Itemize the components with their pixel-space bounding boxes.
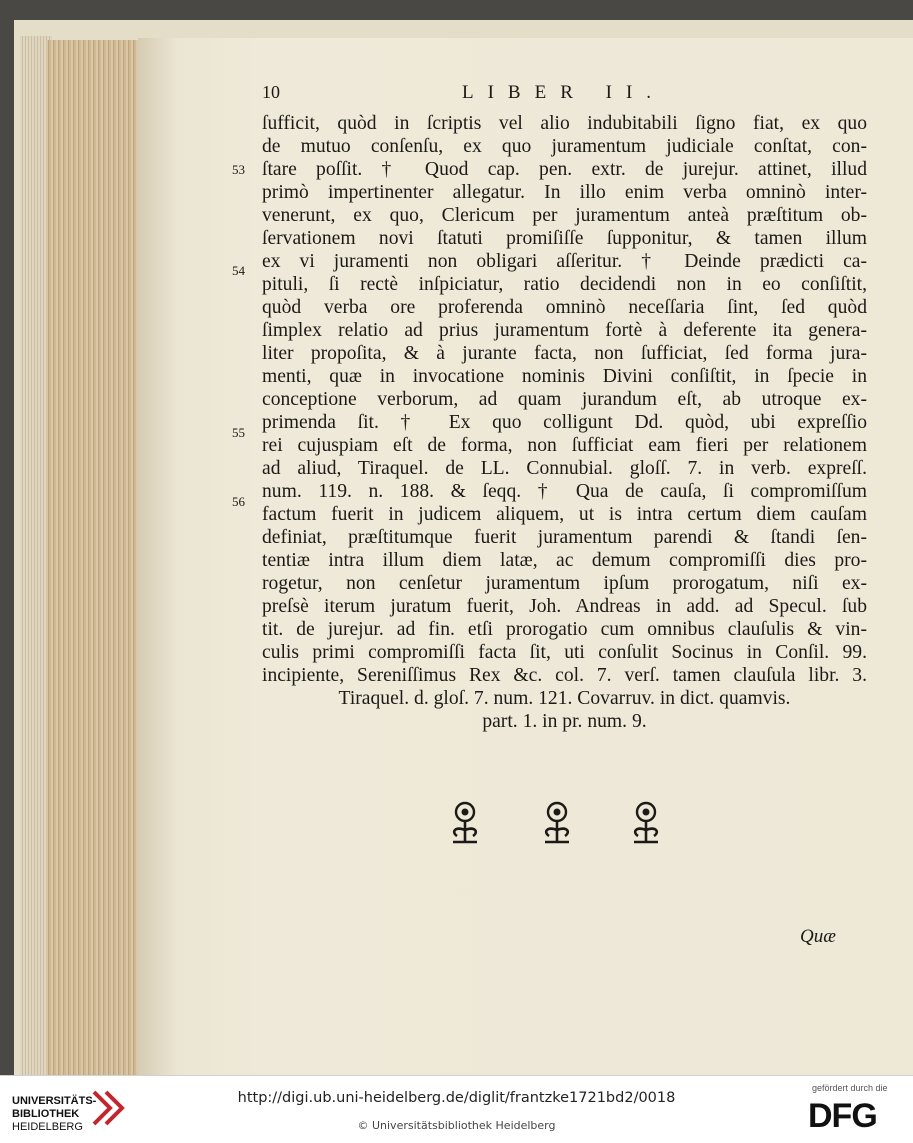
text-line: rogetur, non cenſetur juramentum ipſum prorogatum, niſi ex-	[262, 573, 867, 594]
margin-number: 54	[232, 263, 245, 278]
library-name-line: HEIDELBERG	[12, 1121, 83, 1133]
text-line: menti, quæ in invocatione nominis Divini conſiſtit, in ſpecie in	[262, 366, 867, 387]
flower-ornament-icon	[537, 800, 577, 846]
library-name-line: BIBLIOTHEK	[12, 1108, 80, 1120]
text-line: ad aliud, Tiraquel. de LL. Connubial. gloſſ. 7. in verb. expreſſ.	[262, 458, 867, 479]
running-title: LIBER II.	[462, 82, 666, 103]
flower-ornament-icon	[626, 800, 666, 846]
text-line: ſtare poſſit. † Quod cap. pen. extr. de jurejur. attinet, illud	[262, 159, 867, 180]
text-line: quòd verba ore proferenda omninò neceſſaria ſint, ſed quòd	[262, 297, 867, 318]
text-line: ſervationem novi ſtatuti promiſiſſe ſupponitur, & tamen illum	[262, 228, 867, 249]
text-line: ſufficit, quòd in ſcriptis vel alio indubitabili ſigno fiat, ex quo	[262, 113, 867, 134]
page-header	[262, 82, 867, 112]
text-line: liter propoſita, & à jurante facta, non ſufficiat, ſed forma jura-	[262, 343, 867, 364]
text-line: part. 1. in pr. num. 9.	[482, 711, 647, 732]
copyright-notice: © Universitätsbibliothek Heidelberg	[357, 1119, 556, 1132]
flower-ornament-icon	[445, 800, 485, 846]
margin-number: 53	[232, 162, 245, 177]
page-edges	[46, 40, 142, 1075]
text-line: incipiente, Sereniſſimus Rex &c. col. 7. verſ. tamen clauſula libr. 3.	[262, 665, 867, 686]
text-line: rei cujuspiam eſt de forma, non ſufficiat eam fieri per relationem	[262, 435, 867, 456]
text-line: de mutuo conſenſu, ex quo juramentum judiciale conſtat, con-	[262, 136, 867, 157]
text-line: num. 119. n. 188. & ſeqq. † Qua de cauſa, ſi compromiſſum	[262, 481, 867, 502]
text-line: culis primi compromiſſi facta ſit, uti conſulit Socinus in Conſil. 99.	[262, 642, 867, 663]
text-line: pituli, ſi rectè inſpiciatur, ratio decidendi non in eo conſiſtit,	[262, 274, 867, 295]
text-line: tit. de jurejur. ad fin. etſi prorogatio cum omnibus clauſulis & vin-	[262, 619, 867, 640]
viewer-footer	[0, 1075, 913, 1143]
margin-number: 56	[232, 494, 245, 509]
text-line: Tiraquel. d. gloſ. 7. num. 121. Covarruv. in dict. quamvis.	[338, 688, 791, 709]
text-line: conceptione verborum, ad quam jurandum eſt, ab utroque ex-	[262, 389, 867, 410]
margin-number: 55	[232, 425, 245, 440]
page-number: 10	[262, 82, 280, 102]
text-line: ſimplex relatio ad prius juramentum fortè à deferente ita genera-	[262, 320, 867, 341]
library-name-line: UNIVERSITÄTS-	[12, 1095, 97, 1107]
text-line: definiat, præſtitumque fuerit juramentum parendi & ſtandi ſen-	[262, 527, 867, 548]
text-line: primenda ſit. † Ex quo colligunt Dd. quòd, ubi expreſſio	[262, 412, 867, 433]
text-line: venerunt, ex quo, Clericum per juramentum anteà præſtitum ob-	[262, 205, 867, 226]
text-line: primò impertinenter allegatur. In illo enim verba omninò inter-	[262, 182, 867, 203]
text-line: factum fuerit in judicem aliquem, ut is intra certum diem cauſam	[262, 504, 867, 525]
page-text	[262, 82, 867, 733]
text-line: tentiæ intra illum diem latæ, ac demum compromiſſi dies pro-	[262, 550, 867, 571]
text-line: ex vi juramenti non obligari aſſeritur. † Deinde prædicti ca-	[262, 251, 867, 272]
permalink-url[interactable]: http://digi.ub.uni-heidelberg.de/diglit/frantzke1721bd2/0018	[237, 1090, 676, 1106]
catchword: Quæ	[800, 926, 836, 947]
text-line: preſsè iterum juratum fuerit, Joh. Andreas in add. ad Specul. ſub	[262, 596, 867, 617]
funding-note: gefördert durch die	[812, 1083, 888, 1093]
dfg-logo[interactable]: DFG	[808, 1097, 877, 1135]
